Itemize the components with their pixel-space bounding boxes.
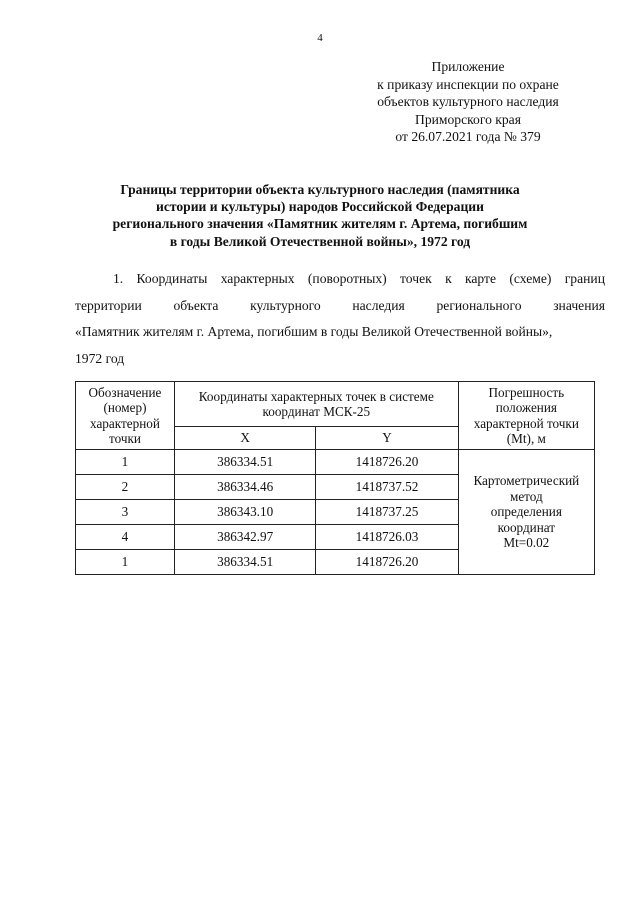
- paragraph-word: значения: [553, 297, 605, 313]
- cell-y: 1418726.20: [316, 550, 458, 575]
- cell-y: 1418726.20: [316, 450, 458, 475]
- header-y: Y: [316, 427, 458, 450]
- paragraph-word: карте: [465, 271, 497, 286]
- method-text: Картометрический: [473, 473, 580, 489]
- header-text: Координаты характерных точек в системе: [198, 388, 434, 404]
- paragraph-word: 1.: [113, 271, 124, 286]
- header-point-designation: [76, 382, 175, 450]
- method-text: метод: [509, 488, 543, 504]
- paragraph-word: (схеме): [509, 271, 552, 286]
- cell-point: 2: [76, 475, 175, 500]
- header-coordinates: [174, 382, 458, 427]
- header-text: (номер): [103, 400, 147, 415]
- header-text: Погрешность: [488, 384, 565, 400]
- paragraph-word: территории: [75, 297, 142, 313]
- title-line: Границы территории объекта культурного наследия (памятника: [120, 182, 520, 197]
- document-title: [80, 181, 560, 250]
- paragraph-word: Координаты: [136, 271, 208, 286]
- cell-y: 1418726.03: [316, 525, 458, 550]
- appendix-date-line: от 26.07.2021 года № 379: [395, 129, 541, 144]
- cell-x: 386342.97: [174, 525, 315, 550]
- cell-x: 386343.10: [174, 500, 315, 525]
- paragraph-line-2: [75, 293, 605, 320]
- paragraph-word: точек: [400, 271, 432, 286]
- paragraph-word: объекта: [173, 297, 219, 313]
- header-error: [458, 382, 594, 450]
- header-text: (Mt), м: [506, 431, 546, 446]
- paragraph-word: наследия: [352, 297, 405, 313]
- method-text: координат: [497, 519, 556, 535]
- body-paragraph: [75, 266, 605, 372]
- cell-y: 1418737.25: [316, 500, 458, 525]
- header-text: координат МСК-25: [262, 404, 371, 419]
- cell-point: 4: [76, 525, 175, 550]
- paragraph-word: границ: [564, 271, 605, 286]
- cell-x: 386334.51: [174, 450, 315, 475]
- paragraph-word: к: [445, 271, 452, 286]
- cell-point: 1: [76, 550, 175, 575]
- coordinates-table: [75, 381, 595, 575]
- cell-point: 3: [76, 500, 175, 525]
- page-number: 4: [317, 32, 323, 44]
- method-text: определения: [490, 504, 562, 520]
- header-text: характерной: [90, 415, 160, 431]
- paragraph-word: регионального: [436, 297, 522, 313]
- title-line: регионального значения «Памятник жителям г. Артема, погибшим: [112, 216, 528, 232]
- cell-method: [458, 450, 594, 575]
- cell-x: 386334.51: [174, 550, 315, 575]
- method-text: Mt=0.02: [503, 535, 550, 551]
- appendix-line: к приказу инспекции по охране: [377, 76, 559, 92]
- appendix-line: Приморского края: [415, 111, 521, 127]
- appendix-line: Приложение: [431, 59, 505, 74]
- paragraph-line-3: «Памятник жителям г. Артема, погибшим в годы Великой Отечественной войны»,: [75, 324, 553, 339]
- header-text: точки: [109, 431, 141, 446]
- paragraph-line-4: 1972 год: [75, 350, 125, 366]
- paragraph-word: (поворотных): [307, 271, 387, 286]
- appendix-header: [330, 58, 606, 146]
- header-text: положения: [495, 400, 557, 415]
- paragraph-word: характерных: [220, 271, 295, 286]
- paragraph-word: культурного: [250, 297, 321, 313]
- cell-point: 1: [76, 450, 175, 475]
- paragraph-line-1: [75, 266, 605, 293]
- title-line: в годы Великой Отечественной войны», 1972 год: [169, 233, 471, 249]
- table-row: [76, 450, 595, 475]
- table-header-row: [76, 382, 595, 427]
- cell-x: 386334.46: [174, 475, 315, 500]
- title-line: истории и культуры) народов Российской Федерации: [156, 199, 484, 215]
- header-text: Обозначение: [88, 384, 162, 400]
- appendix-line: объектов культурного наследия: [377, 94, 559, 109]
- header-text: характерной точки: [473, 415, 579, 431]
- header-x: X: [174, 427, 315, 450]
- cell-y: 1418737.52: [316, 475, 458, 500]
